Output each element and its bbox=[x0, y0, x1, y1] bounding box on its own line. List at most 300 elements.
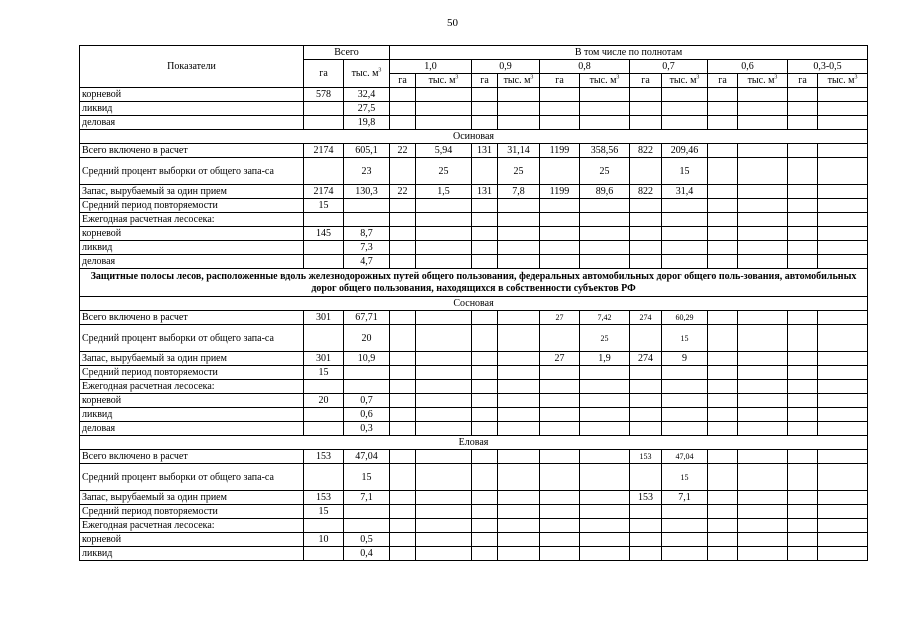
table-cell bbox=[416, 422, 472, 436]
section-heading-row bbox=[80, 436, 868, 450]
table-cell bbox=[540, 227, 580, 241]
table-cell bbox=[472, 325, 498, 352]
table-cell bbox=[738, 185, 788, 199]
table-cell: 153 bbox=[304, 450, 344, 464]
table-cell bbox=[416, 366, 472, 380]
table-cell bbox=[708, 185, 738, 199]
table-cell bbox=[738, 547, 788, 561]
table-cell bbox=[472, 450, 498, 464]
unit-thous-m3: тыс. $м^3$ bbox=[416, 74, 472, 88]
table-cell: 153 bbox=[304, 491, 344, 505]
table-cell bbox=[788, 102, 818, 116]
table-cell: 15 bbox=[662, 325, 708, 352]
unit-thous-m3: тыс. $м^3$ bbox=[498, 74, 540, 88]
header-density: 0,6 bbox=[708, 60, 788, 74]
table-cell bbox=[580, 380, 630, 394]
table-cell bbox=[390, 408, 416, 422]
category-heading-row bbox=[80, 269, 868, 297]
row-label: Запас, вырубаемый за один прием bbox=[80, 185, 304, 199]
table-row bbox=[80, 380, 868, 394]
table-cell bbox=[788, 450, 818, 464]
table-cell bbox=[818, 311, 868, 325]
table-cell bbox=[580, 366, 630, 380]
table-cell bbox=[416, 380, 472, 394]
table-cell bbox=[818, 88, 868, 102]
table-cell bbox=[580, 450, 630, 464]
table-cell bbox=[304, 325, 344, 352]
table-row bbox=[80, 408, 868, 422]
table-cell bbox=[304, 102, 344, 116]
table-cell bbox=[416, 505, 472, 519]
table-cell bbox=[818, 241, 868, 255]
table-cell bbox=[738, 422, 788, 436]
table-cell bbox=[390, 380, 416, 394]
table-cell bbox=[738, 311, 788, 325]
table-cell: 27 bbox=[540, 311, 580, 325]
table-row bbox=[80, 547, 868, 561]
row-label: ликвид bbox=[80, 408, 304, 422]
table-cell bbox=[818, 394, 868, 408]
header-density: 0,8 bbox=[540, 60, 630, 74]
table-cell bbox=[580, 408, 630, 422]
table-cell: 25 bbox=[498, 158, 540, 185]
header-row-1 bbox=[80, 46, 868, 60]
table-cell bbox=[390, 352, 416, 366]
table-cell bbox=[708, 505, 738, 519]
table-cell bbox=[472, 464, 498, 491]
table-cell bbox=[818, 547, 868, 561]
table-cell bbox=[416, 533, 472, 547]
table-cell bbox=[416, 311, 472, 325]
row-label: Всего включено в расчет bbox=[80, 144, 304, 158]
table-cell bbox=[416, 227, 472, 241]
unit-ga: га bbox=[788, 74, 818, 88]
table-cell bbox=[540, 533, 580, 547]
table-cell bbox=[630, 213, 662, 227]
table-cell bbox=[630, 547, 662, 561]
table-cell: 7,42 bbox=[580, 311, 630, 325]
table-cell bbox=[580, 255, 630, 269]
table-cell bbox=[390, 241, 416, 255]
table-cell bbox=[788, 199, 818, 213]
unit-thous-m3: тыс. $м^3$ bbox=[580, 74, 630, 88]
table-cell bbox=[540, 158, 580, 185]
unit-ga: га bbox=[630, 74, 662, 88]
table-cell bbox=[788, 422, 818, 436]
table-row bbox=[80, 241, 868, 255]
table-cell bbox=[580, 241, 630, 255]
table-cell bbox=[472, 408, 498, 422]
table-cell bbox=[344, 213, 390, 227]
table-cell bbox=[344, 505, 390, 519]
table-cell bbox=[304, 380, 344, 394]
table-cell: 578 bbox=[304, 88, 344, 102]
table-cell bbox=[304, 408, 344, 422]
table-cell bbox=[662, 199, 708, 213]
table-cell bbox=[540, 408, 580, 422]
table-cell bbox=[708, 450, 738, 464]
table-cell: 0,6 bbox=[344, 408, 390, 422]
table-cell bbox=[390, 547, 416, 561]
table-row bbox=[80, 88, 868, 102]
table-cell bbox=[472, 311, 498, 325]
table-cell bbox=[662, 533, 708, 547]
row-label: Средний процент выборки от общего запа-са bbox=[80, 325, 304, 352]
table-cell bbox=[818, 422, 868, 436]
table-row bbox=[80, 144, 868, 158]
table-cell bbox=[540, 464, 580, 491]
table-cell: 47,04 bbox=[344, 450, 390, 464]
table-cell bbox=[416, 491, 472, 505]
table-cell bbox=[818, 533, 868, 547]
table-cell bbox=[344, 519, 390, 533]
table-cell bbox=[630, 408, 662, 422]
table-cell bbox=[472, 422, 498, 436]
table-cell bbox=[390, 533, 416, 547]
row-label: ликвид bbox=[80, 241, 304, 255]
table-cell bbox=[738, 144, 788, 158]
table-cell bbox=[662, 213, 708, 227]
row-label: Всего включено в расчет bbox=[80, 311, 304, 325]
table-cell bbox=[304, 213, 344, 227]
table-cell bbox=[540, 450, 580, 464]
table-row bbox=[80, 227, 868, 241]
unit-thous-m3: тыс. $м^3$ bbox=[818, 74, 868, 88]
table-cell bbox=[708, 227, 738, 241]
table-cell: 1,5 bbox=[416, 185, 472, 199]
table-cell bbox=[818, 450, 868, 464]
table-cell bbox=[416, 464, 472, 491]
table-row bbox=[80, 325, 868, 352]
table-cell bbox=[580, 213, 630, 227]
table-cell bbox=[818, 199, 868, 213]
table-cell bbox=[788, 255, 818, 269]
table-row bbox=[80, 464, 868, 491]
table-cell bbox=[416, 116, 472, 130]
table-cell bbox=[540, 116, 580, 130]
table-cell bbox=[788, 88, 818, 102]
table-cell bbox=[818, 366, 868, 380]
table-row bbox=[80, 102, 868, 116]
unit-ga: га bbox=[390, 74, 416, 88]
table-row bbox=[80, 505, 868, 519]
table-cell bbox=[416, 241, 472, 255]
table-cell bbox=[498, 88, 540, 102]
row-label: ликвид bbox=[80, 547, 304, 561]
table-cell bbox=[416, 213, 472, 227]
table-cell bbox=[788, 408, 818, 422]
table-cell bbox=[540, 199, 580, 213]
row-label: деловая bbox=[80, 116, 304, 130]
table-cell bbox=[818, 116, 868, 130]
row-label: Ежегодная расчетная лесосека: bbox=[80, 380, 304, 394]
table-cell bbox=[498, 366, 540, 380]
table-cell: 15 bbox=[304, 505, 344, 519]
table-cell: 1,9 bbox=[580, 352, 630, 366]
table-cell bbox=[738, 408, 788, 422]
header-density: 0,7 bbox=[630, 60, 708, 74]
table-cell bbox=[390, 366, 416, 380]
table-cell bbox=[818, 213, 868, 227]
table-cell bbox=[738, 464, 788, 491]
header-density: 1,0 bbox=[390, 60, 472, 74]
table-cell bbox=[738, 394, 788, 408]
row-label: корневой bbox=[80, 227, 304, 241]
table-cell bbox=[818, 519, 868, 533]
table-cell bbox=[708, 366, 738, 380]
table-cell: 131 bbox=[472, 185, 498, 199]
table-cell bbox=[390, 464, 416, 491]
table-cell bbox=[630, 519, 662, 533]
table-cell bbox=[472, 102, 498, 116]
table-cell bbox=[390, 102, 416, 116]
table-cell bbox=[662, 102, 708, 116]
table-cell bbox=[662, 380, 708, 394]
table-cell bbox=[390, 505, 416, 519]
row-label: Всего включено в расчет bbox=[80, 450, 304, 464]
table-cell bbox=[472, 88, 498, 102]
table-row bbox=[80, 491, 868, 505]
table-cell bbox=[630, 158, 662, 185]
table-cell bbox=[304, 241, 344, 255]
table-cell bbox=[630, 227, 662, 241]
table-cell bbox=[738, 88, 788, 102]
table-cell bbox=[708, 241, 738, 255]
table-cell bbox=[788, 227, 818, 241]
table-cell bbox=[580, 519, 630, 533]
table-cell bbox=[416, 88, 472, 102]
category-heading: Защитные полосы лесов, расположенные вдоль железнодорожных путей общего пользования, федеральных автомобильных дорог общего поль-зования, автомобильных дорог общего пользования, находящихся в собственности субъектов РФ bbox=[80, 269, 868, 297]
table-row bbox=[80, 533, 868, 547]
row-label: деловая bbox=[80, 255, 304, 269]
table-cell bbox=[708, 394, 738, 408]
table-cell bbox=[540, 325, 580, 352]
table-cell bbox=[662, 408, 708, 422]
table-cell bbox=[390, 255, 416, 269]
table-cell bbox=[416, 450, 472, 464]
table-cell bbox=[416, 255, 472, 269]
table-cell bbox=[498, 380, 540, 394]
table-cell bbox=[498, 505, 540, 519]
table-cell bbox=[304, 116, 344, 130]
table-cell: 10,9 bbox=[344, 352, 390, 366]
table-cell bbox=[708, 199, 738, 213]
table-cell: 0,5 bbox=[344, 533, 390, 547]
table-cell bbox=[708, 88, 738, 102]
table-cell bbox=[708, 325, 738, 352]
table-cell bbox=[540, 519, 580, 533]
table-cell: 153 bbox=[630, 450, 662, 464]
table-cell bbox=[788, 366, 818, 380]
table-cell: 0,3 bbox=[344, 422, 390, 436]
table-cell: 20 bbox=[344, 325, 390, 352]
table-cell: 15 bbox=[662, 464, 708, 491]
section-heading: Сосновая bbox=[80, 297, 868, 311]
table-cell bbox=[788, 464, 818, 491]
table-cell bbox=[738, 450, 788, 464]
table-cell: 301 bbox=[304, 311, 344, 325]
table-cell: 31,14 bbox=[498, 144, 540, 158]
table-cell: 1199 bbox=[540, 144, 580, 158]
table-cell bbox=[662, 366, 708, 380]
page-number: 50 bbox=[447, 17, 458, 29]
table-cell bbox=[738, 158, 788, 185]
table-cell bbox=[708, 144, 738, 158]
table-cell bbox=[390, 116, 416, 130]
table-cell bbox=[498, 519, 540, 533]
table-row bbox=[80, 116, 868, 130]
table-cell bbox=[788, 213, 818, 227]
table-cell: 7,1 bbox=[662, 491, 708, 505]
table-cell: 0,7 bbox=[344, 394, 390, 408]
table-cell bbox=[540, 366, 580, 380]
table-cell bbox=[708, 547, 738, 561]
table-cell bbox=[818, 227, 868, 241]
table-cell bbox=[390, 491, 416, 505]
table-cell bbox=[472, 255, 498, 269]
forest-harvest-table bbox=[79, 45, 868, 561]
table-cell: 9 bbox=[662, 352, 708, 366]
table-cell: 20 bbox=[304, 394, 344, 408]
table-cell bbox=[630, 325, 662, 352]
table-cell bbox=[788, 519, 818, 533]
table-cell bbox=[788, 380, 818, 394]
table-cell bbox=[390, 519, 416, 533]
table-cell bbox=[818, 255, 868, 269]
unit-ga: га bbox=[540, 74, 580, 88]
table-row bbox=[80, 519, 868, 533]
table-cell: 60,29 bbox=[662, 311, 708, 325]
table-cell: 274 bbox=[630, 311, 662, 325]
table-cell bbox=[630, 366, 662, 380]
table-cell bbox=[818, 408, 868, 422]
row-label: Средний период повторяемости bbox=[80, 505, 304, 519]
table-cell bbox=[472, 199, 498, 213]
table-cell: 67,71 bbox=[344, 311, 390, 325]
table-cell bbox=[498, 227, 540, 241]
table-cell: 22 bbox=[390, 185, 416, 199]
section-heading-row bbox=[80, 130, 868, 144]
table-cell bbox=[416, 519, 472, 533]
header-density: 0,9 bbox=[472, 60, 540, 74]
table-cell: 10 bbox=[304, 533, 344, 547]
table-cell bbox=[390, 450, 416, 464]
table-cell bbox=[304, 422, 344, 436]
row-label: Ежегодная расчетная лесосека: bbox=[80, 213, 304, 227]
section-heading: Осиновая bbox=[80, 130, 868, 144]
table-cell bbox=[472, 547, 498, 561]
table-cell bbox=[788, 185, 818, 199]
table-cell bbox=[498, 241, 540, 255]
table-cell: 19,8 bbox=[344, 116, 390, 130]
unit-ga: га bbox=[708, 74, 738, 88]
table-cell bbox=[818, 352, 868, 366]
table-cell bbox=[738, 380, 788, 394]
table-cell bbox=[788, 352, 818, 366]
table-cell: 27 bbox=[540, 352, 580, 366]
table-cell bbox=[580, 491, 630, 505]
table-cell bbox=[416, 547, 472, 561]
table-cell bbox=[788, 158, 818, 185]
table-cell bbox=[540, 255, 580, 269]
unit-thous-m3: тыс. $м^3$ bbox=[738, 74, 788, 88]
table-cell: 22 bbox=[390, 144, 416, 158]
table-cell bbox=[630, 505, 662, 519]
table-cell bbox=[788, 311, 818, 325]
table-cell bbox=[738, 325, 788, 352]
table-cell bbox=[304, 547, 344, 561]
table-cell bbox=[472, 519, 498, 533]
table-cell: 131 bbox=[472, 144, 498, 158]
header-total: Всего bbox=[304, 46, 390, 60]
table-cell: 15 bbox=[344, 464, 390, 491]
table-cell bbox=[630, 380, 662, 394]
table-cell bbox=[708, 519, 738, 533]
table-cell bbox=[416, 352, 472, 366]
table-cell bbox=[580, 422, 630, 436]
table-cell bbox=[662, 394, 708, 408]
table-cell bbox=[662, 88, 708, 102]
table-cell bbox=[738, 491, 788, 505]
table-cell bbox=[788, 505, 818, 519]
table-cell: 130,3 bbox=[344, 185, 390, 199]
table-cell bbox=[390, 88, 416, 102]
table-cell bbox=[708, 116, 738, 130]
table-cell bbox=[344, 366, 390, 380]
row-label: корневой bbox=[80, 394, 304, 408]
table-cell bbox=[818, 380, 868, 394]
table-cell: 23 bbox=[344, 158, 390, 185]
table-cell: 153 bbox=[630, 491, 662, 505]
table-cell bbox=[580, 88, 630, 102]
row-label: корневой bbox=[80, 88, 304, 102]
table-cell bbox=[662, 227, 708, 241]
table-cell bbox=[472, 366, 498, 380]
table-cell: 7,8 bbox=[498, 185, 540, 199]
table-row bbox=[80, 450, 868, 464]
table-row bbox=[80, 255, 868, 269]
table-cell bbox=[662, 116, 708, 130]
row-label: Средний период повторяемости bbox=[80, 366, 304, 380]
table-cell: 89,6 bbox=[580, 185, 630, 199]
table-cell bbox=[818, 102, 868, 116]
table-cell bbox=[662, 241, 708, 255]
table-cell bbox=[708, 102, 738, 116]
table-cell bbox=[738, 116, 788, 130]
table-cell bbox=[416, 394, 472, 408]
table-row bbox=[80, 199, 868, 213]
table-cell bbox=[390, 311, 416, 325]
table-cell: 15 bbox=[662, 158, 708, 185]
unit-thous-m3: тыс. $м^3$ bbox=[662, 74, 708, 88]
table-cell: 822 bbox=[630, 144, 662, 158]
table-cell: 358,56 bbox=[580, 144, 630, 158]
table-cell bbox=[738, 213, 788, 227]
table-row bbox=[80, 311, 868, 325]
table-cell bbox=[390, 227, 416, 241]
table-cell bbox=[540, 380, 580, 394]
table-cell bbox=[498, 464, 540, 491]
table-cell bbox=[630, 533, 662, 547]
table-cell bbox=[390, 325, 416, 352]
table-cell bbox=[498, 547, 540, 561]
table-cell: 1199 bbox=[540, 185, 580, 199]
table-cell bbox=[818, 464, 868, 491]
table-cell: 145 bbox=[304, 227, 344, 241]
table-cell bbox=[580, 464, 630, 491]
table-cell bbox=[472, 505, 498, 519]
table-cell: 8,7 bbox=[344, 227, 390, 241]
